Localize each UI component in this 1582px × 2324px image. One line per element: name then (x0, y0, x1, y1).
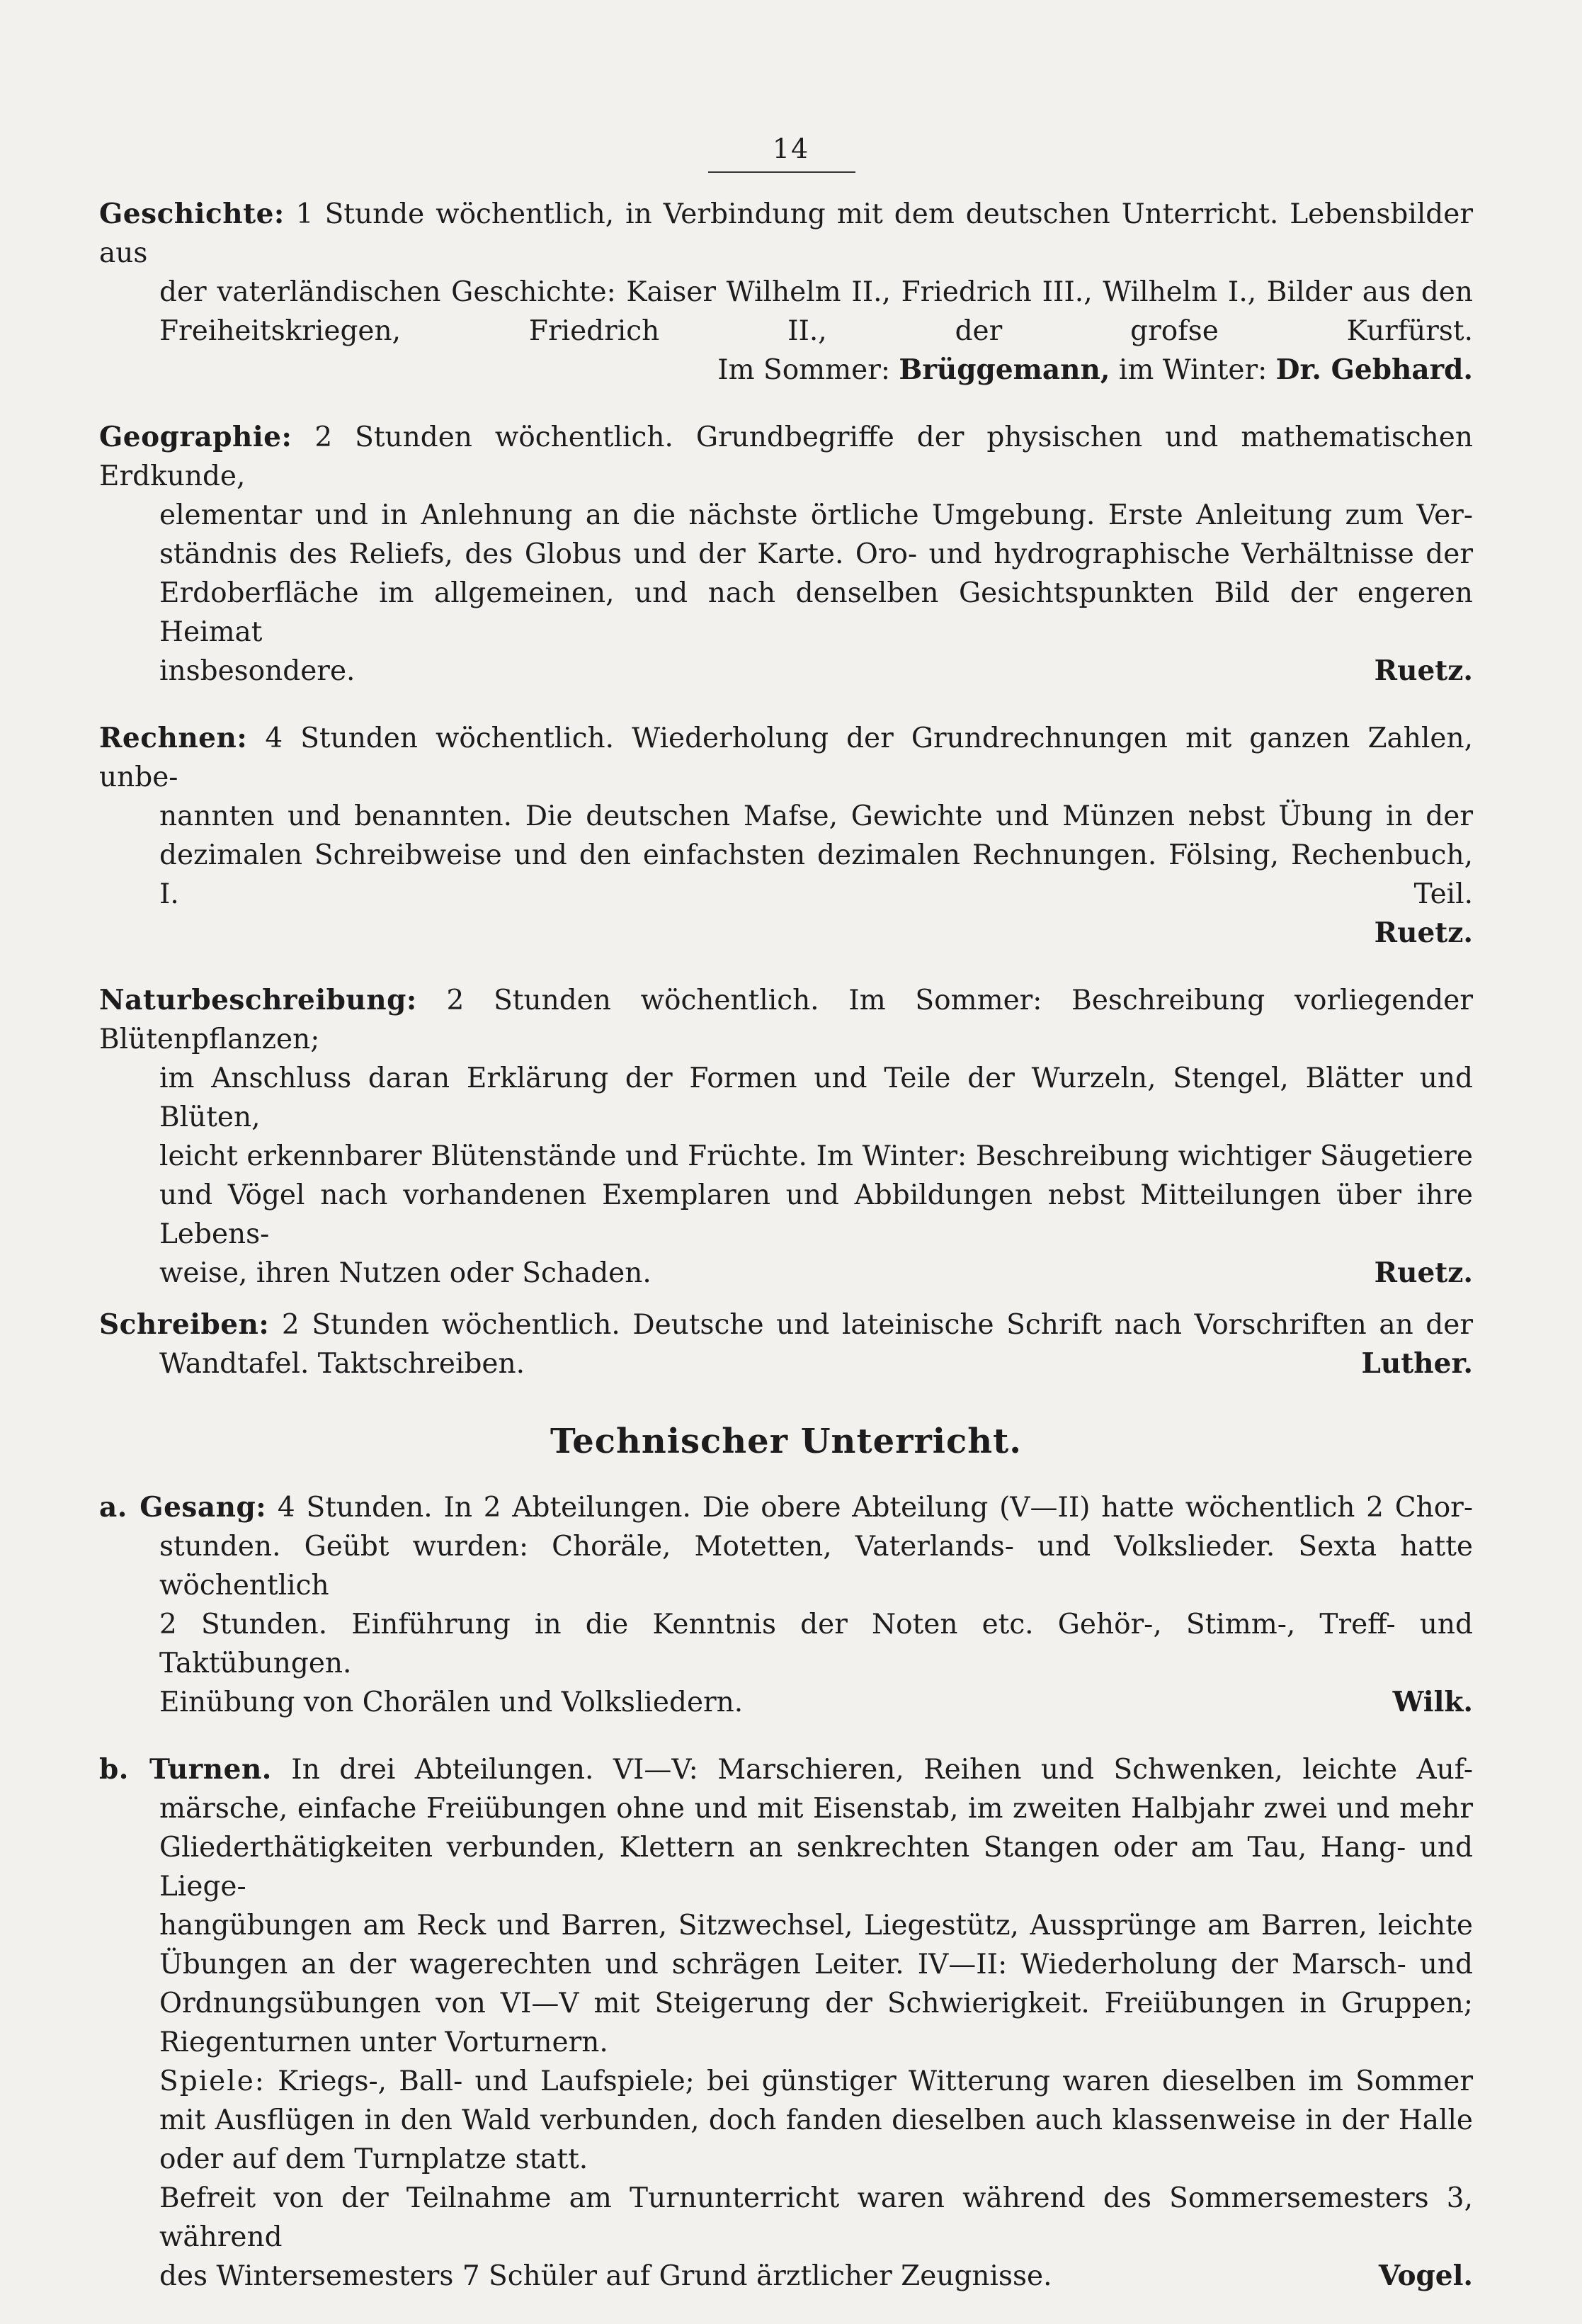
line-text: Riegenturnen unter Vorturnern. (159, 2027, 608, 2058)
text-line (99, 1789, 1473, 1828)
line-text: Erdoberfläche im allgemeinen, und nach denselben Gesichtspunkten Bild der engeren Heimat (159, 577, 1473, 648)
page-number-rule (708, 171, 855, 173)
section-title-technischer-unterricht: Technischer Unterricht. (550, 1422, 1022, 1461)
page-body (99, 195, 1473, 2324)
text-line (99, 312, 1473, 351)
text-line (99, 1488, 1473, 1527)
final-line (99, 652, 1473, 691)
line-text: 4 Stunden. In 2 Abteilungen. Die obere Abteilung (V—II) hatte wöchentlich 2 Chor- (266, 1492, 1474, 1524)
teacher-credit: Ruetz. (1374, 917, 1473, 949)
line-text: 1 Stunde wöchentlich, in Verbindung mit dem deutschen Unterricht. Lebensbilder aus (99, 198, 1473, 269)
line-text: 2 Stunden. Einführung in die Kenntnis der Noten etc. Gehör-, Stimm-, Treff- und Taktübungen. (159, 1609, 1473, 1679)
line-text: hangübungen am Reck und Barren, Sitzwechsel, Liegestütz, Aussprünge am Barren, leichte (159, 1910, 1473, 1942)
line-text: 2 Stunden wöchentlich. Deutsche und lateinische Schrift nach Vorschriften an der (269, 1309, 1473, 1341)
text-line (99, 1605, 1473, 1683)
line-text: elementar und in Anlehnung an die nächste örtliche Umgebung. Erste Anleitung zum Ver- (159, 499, 1473, 531)
line-text: Einübung von Chorälen und Volksliedern. (159, 1687, 744, 1718)
line-text: nannten und benannten. Die deutschen Mafse, Gewichte und Münzen nebst Übung in der (159, 800, 1473, 832)
text-line (99, 1828, 1473, 1906)
teacher-credit: Ruetz. (1374, 654, 1473, 687)
section-naturbeschreibung (99, 981, 1473, 1293)
text-line (99, 2179, 1473, 2257)
text-line (99, 2101, 1473, 2140)
teacher-credit: Wilk. (1392, 1686, 1473, 1718)
line-text: 2 Stunden wöchentlich. Im Sommer: Beschreibung vorliegender Blütenpflanzen; (99, 985, 1473, 1055)
line-text: oder auf dem Turnplatze statt. (159, 2143, 588, 2175)
section-geschichte (99, 195, 1473, 390)
section-heading: Geographie: (99, 421, 292, 453)
credit-text: im Winter: (1110, 354, 1276, 386)
teacher-credit: Luther. (1361, 1347, 1473, 1380)
line-text: 4 Stunden wöchentlich. Wiederholung der Grundrechnungen mit ganzen Zahlen, unbe- (99, 722, 1473, 793)
credit-name: Brüggemann, (899, 353, 1110, 386)
text-line (99, 1984, 1473, 2023)
section-rechnen (99, 719, 1473, 953)
line-text: ständnis des Reliefs, des Globus und der Karte. Oro- und hydrographische Verhältnisse der (159, 538, 1473, 570)
final-line (99, 1344, 1473, 1383)
section-geographie (99, 418, 1473, 691)
text-line (99, 1176, 1473, 1254)
line-text: märsche, einfache Freiübungen ohne und mit Eisenstab, im zweiten Halbjahr zwei und mehr (159, 1793, 1473, 1825)
teacher-credit: Vogel. (1378, 2260, 1473, 2292)
text-line (99, 1906, 1473, 1945)
line-text: Befreit von der Teilnahme am Turnunterricht waren während des Sommersemesters 3, während (159, 2182, 1473, 2253)
line-text: Übungen an der wagerechten und schrägen Leiter. IV—II: Wiederholung der Marsch- und (159, 1949, 1473, 1980)
text-line (99, 574, 1473, 652)
line-text: stunden. Geübt wurden: Choräle, Motetten, Vaterlands- und Volkslieder. Sexta hatte wöchentlich (159, 1531, 1473, 1602)
text-line (99, 1945, 1473, 1984)
final-line (99, 1683, 1473, 1722)
text-line (99, 1305, 1473, 1344)
section-heading: Schreiben: (99, 1308, 270, 1341)
line-text: der vaterländischen Geschichte: Kaiser Wilhelm II., Friedrich III., Wilhelm I., Bilder aus den (159, 276, 1473, 308)
line-text: weise, ihren Nutzen oder Schaden. (159, 1257, 651, 1289)
line-text: des Wintersemesters 7 Schüler auf Grund ärztlicher Zeugnisse. (159, 2260, 1052, 2292)
text-line (99, 1059, 1473, 1137)
text-line (99, 797, 1473, 836)
section-heading: Geschichte: (99, 198, 285, 230)
page-number: 14 (772, 133, 810, 164)
line-text: In drei Abteilungen. VI—V: Marschieren, Reihen und Schwenken, leichte Auf- (271, 1754, 1474, 1786)
text-line (99, 418, 1473, 496)
teacher-credit (99, 351, 1473, 390)
line-text: Kriegs-, Ball- und Laufspiele; bei günstiger Witterung waren dieselben im Sommer (265, 2065, 1473, 2097)
text-line (99, 2062, 1473, 2101)
line-text: mit Ausflügen in den Wald verbunden, doch fanden dieselben auch klassenweise in der Halle (159, 2104, 1473, 2136)
text-line (99, 1137, 1473, 1176)
section-turnen (99, 1750, 1473, 2296)
line-text: Ordnungsübungen von VI—V mit Steigerung der Schwierigkeit. Freiübungen in Gruppen; (159, 1988, 1473, 2019)
line-text: und Vögel nach vorhandenen Exemplaren und Abbildungen nebst Mitteilungen über ihre Lebens- (159, 1179, 1473, 1250)
teacher-credit: Ruetz. (1374, 1257, 1473, 1289)
section-heading: a. Gesang: (99, 1491, 267, 1524)
text-line (99, 1527, 1473, 1605)
text-line (99, 2023, 1473, 2062)
text-line (99, 836, 1473, 914)
section-heading: Rechnen: (99, 722, 248, 754)
credit-name: Dr. Gebhard. (1275, 353, 1473, 386)
credit-text: Im Sommer: (717, 354, 899, 386)
section-heading: Naturbeschreibung: (99, 984, 417, 1016)
text-line (99, 1750, 1473, 1789)
line-text: insbesondere. (159, 655, 355, 687)
line-text: Gliederthätigkeiten verbunden, Klettern an senkrechten Stangen oder am Tau, Hang- und Liege- (159, 1832, 1473, 1903)
line-text: Wandtafel. Taktschreiben. (159, 1348, 525, 1380)
text-line (99, 273, 1473, 312)
text-line (99, 2140, 1473, 2179)
line-text: Freiheitskriegen, Friedrich II., der grofse Kurfürst. (159, 315, 1473, 347)
final-line (99, 1254, 1473, 1293)
section-heading: b. Turnen. (99, 1753, 272, 1786)
text-line (99, 981, 1473, 1059)
line-text: leicht erkennbarer Blütenstände und Früchte. Im Winter: Beschreibung wichtiger Säugetiere (159, 1140, 1473, 1172)
section-schreiben (99, 1305, 1473, 1383)
line-text: 2 Stunden wöchentlich. Grundbegriffe der physischen und mathematischen Erdkunde, (99, 421, 1473, 492)
line-text: dezimalen Schreibweise und den einfachsten dezimalen Rechnungen. Fölsing, Rechenbuch, I. Teil. (159, 839, 1473, 910)
line-text: im Anschluss daran Erklärung der Formen und Teile der Wurzeln, Stengel, Blätter und Blüten, (159, 1062, 1473, 1133)
text-line (99, 719, 1473, 797)
spaced-label: Spiele: (159, 2065, 266, 2097)
text-line (99, 535, 1473, 574)
section-gesang (99, 1488, 1473, 1722)
text-line (99, 496, 1473, 535)
text-line (99, 195, 1473, 273)
final-line (99, 2257, 1473, 2296)
